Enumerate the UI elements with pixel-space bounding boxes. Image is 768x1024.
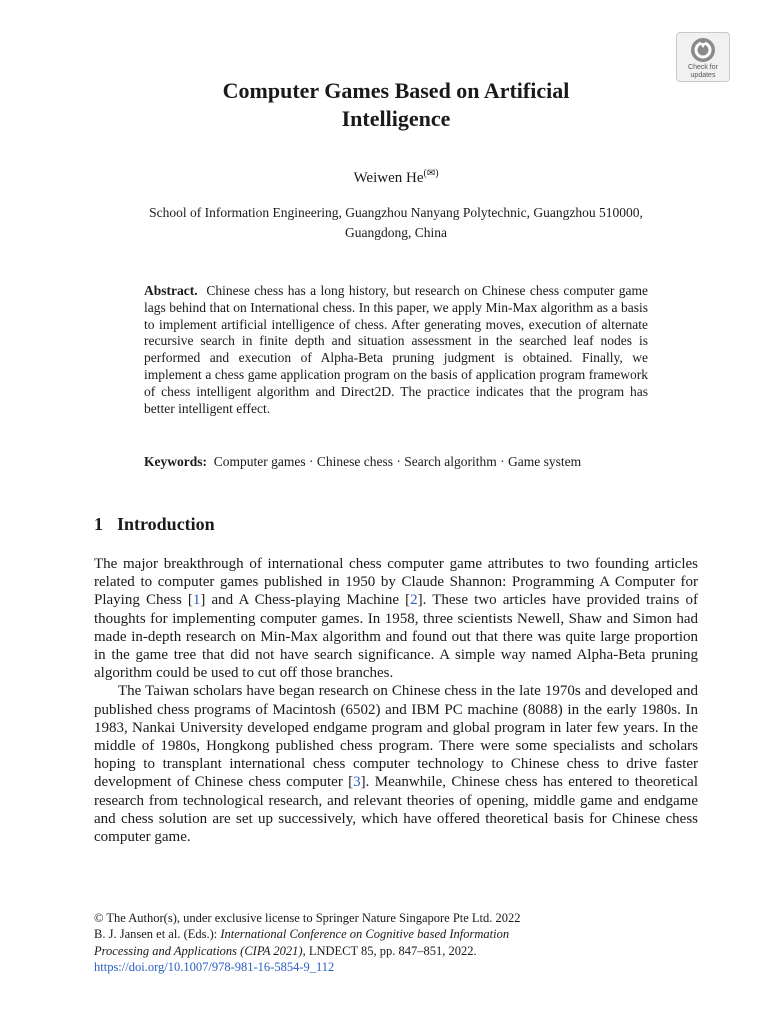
abstract: [144, 283, 648, 417]
doi-link[interactable]: https://doi.org/10.1007/978-981-16-5854-9_112: [94, 960, 335, 975]
paragraph-2-text-b: ]. Meanwhile, Chinese chess has entered to theoretical research from technological research, and relevant theories of opening, middle game and endgame and chess solution are set up successively, which have offered theoretical basis for Chinese chess computer game.: [94, 774, 698, 846]
paragraph-2: [94, 682, 698, 846]
abstract-label: Abstract.: [144, 283, 198, 298]
affiliation-line-2: Guangdong, China: [345, 225, 447, 240]
abstract-text: Chinese chess has a long history, but research on Chinese chess computer game lags behind that on International chess. In this paper, we apply Min-Max algorithm as a basis to implement artificial intelligence of chess. After generating moves, execution of alternate recursive search in finite depth and situation assessment in the searched leaf nodes is performed and execution of Alpha-Beta pruning judgment is obtained. Finally, we implement a chess game application program on the basis of application program framework of chess intelligent algorithm and Direct2D. The practice indicates that the program has better intelligent effect.: [144, 283, 649, 416]
paragraph-1-text-b: ] and A Chess-playing Machine [: [200, 592, 411, 609]
citation-link-3[interactable]: 3: [353, 774, 361, 791]
keywords-text: Computer games · Chinese chess · Search algorithm · Game system: [213, 454, 582, 469]
affiliation-line-1: School of Information Engineering, Guangzhou Nanyang Polytechnic, Guangzhou 510000,: [149, 205, 643, 220]
section-number: 1: [94, 514, 103, 534]
section-heading: [94, 514, 215, 535]
pages-text: , LNDECT 85, pp. 847–851, 2022.: [302, 943, 477, 958]
badge-label-1: Check for: [688, 64, 718, 71]
conference-name-2: Processing and Applications (CIPA 2021): [94, 943, 303, 958]
citation-line-1: [94, 926, 698, 942]
badge-label-2: updates: [690, 72, 716, 79]
paragraph-2-text-a: The Taiwan scholars have began research on Chinese chess in the late 1970s and developed and published chess programs of Macintosh (6502) and IBM PC machine (8088) in the early 1980s. In 1983, Nankai University developed endgame program and global program in later few years. In the middle of 1980s, Hongkong published chess program. There were some specialists and scholars hoping to transplant international chess computer technology to Chinese chess to drive faster development of Chinese chess computer [: [94, 683, 698, 791]
paragraph-1-text-c: ]. These two articles have provided trains of thoughts for implementing computer games. In 1958, three scientists Newell, Shaw and Simon had made in-depth research on Min-Max algorithm and found out that there was quite large proportion in the game tree that did not have search significance. A simple way named Alpha-Beta pruning algorithm could be used to cut off those branches.: [94, 592, 698, 682]
paragraph-1-text-a: The major breakthrough of international chess computer game attributes to two founding articles related to computer games published in 1950 by Claude Shannon: Programming A Computer for Playing Chess [: [94, 556, 698, 609]
keywords: [144, 453, 664, 471]
paragraph-1: [94, 555, 698, 682]
conference-name-1: International Conference on Cognitive based Information: [220, 927, 510, 942]
affiliation: [90, 203, 702, 243]
footer: [94, 910, 698, 976]
title-line-2: Intelligence: [341, 106, 451, 131]
citation-line-2: [94, 943, 698, 959]
paper-title: [100, 77, 692, 133]
body-text: [94, 555, 698, 846]
keywords-label: Keywords:: [144, 454, 207, 469]
check-for-updates-badge[interactable]: [676, 32, 730, 82]
update-icon: [690, 37, 716, 63]
author-name: Weiwen He: [353, 170, 424, 186]
title-line-1: Computer Games Based on Artificial: [222, 78, 570, 103]
section-title: Introduction: [117, 514, 215, 534]
email-icon[interactable]: (✉): [423, 168, 439, 179]
citation-link-2[interactable]: 2: [410, 592, 418, 609]
author: [0, 168, 768, 187]
citation-link-1[interactable]: 1: [192, 592, 201, 609]
editors-text: B. J. Jansen et al. (Eds.):: [94, 927, 221, 942]
copyright-line: © The Author(s), under exclusive license to Springer Nature Singapore Pte Ltd. 2022: [94, 911, 521, 925]
